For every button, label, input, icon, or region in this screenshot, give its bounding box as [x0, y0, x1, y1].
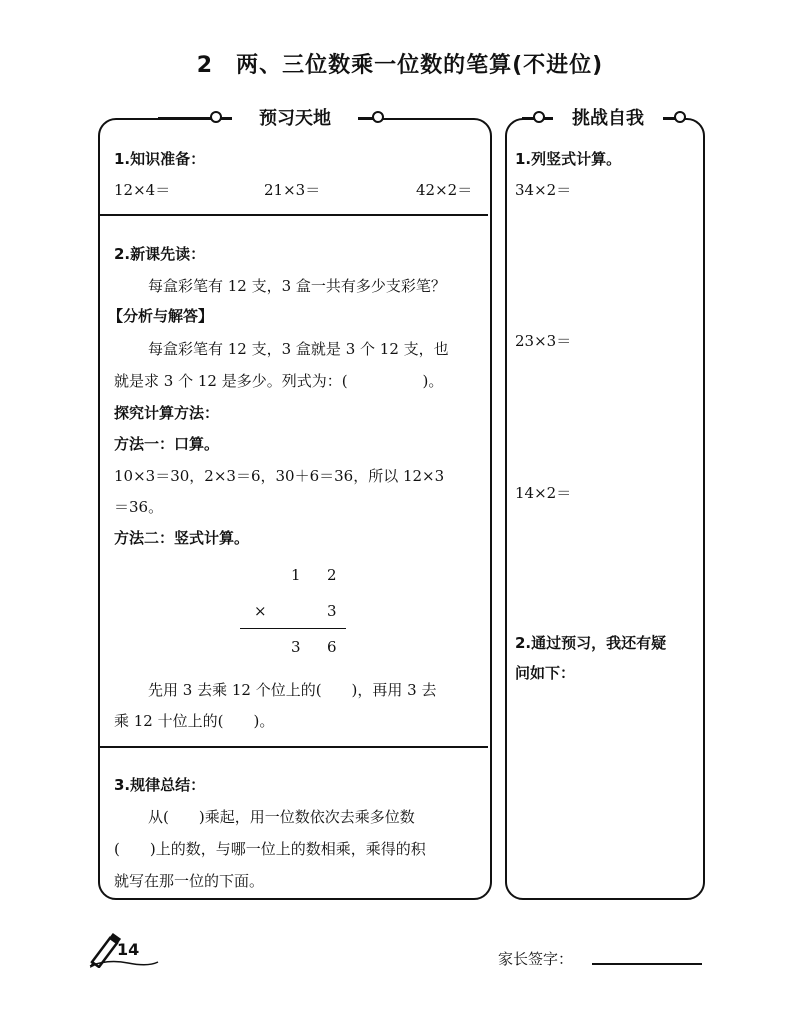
vertical-digit-tens: 1 — [291, 566, 301, 584]
right-section2-line-2: 问如下： — [515, 664, 576, 682]
problem-23x3: 23×3＝ — [515, 332, 572, 350]
right-panel — [505, 118, 705, 900]
divider-2 — [100, 746, 488, 748]
section2-heading: 2.新课先读： — [114, 245, 206, 263]
signature-field[interactable] — [592, 963, 702, 965]
page-title: 2 两、三位数乘一位数的笔算(不进位) — [196, 53, 604, 78]
vertical-result-ones: 6 — [327, 638, 337, 656]
left-header-dot-left — [210, 111, 222, 123]
section1-heading: 1.知识准备： — [114, 150, 206, 168]
right-header-dot-right — [674, 111, 686, 123]
left-header: 预习天地 — [232, 104, 358, 130]
method2-heading: 方法二：竖式计算。 — [114, 529, 250, 547]
analysis-heading: 【分析与解答】 — [108, 307, 214, 325]
vertical-rule — [240, 628, 346, 629]
analysis-line-1: 每盒彩笔有 12 支，3 盒就是 3 个 12 支，也 — [148, 340, 449, 358]
rule-line-3: 就写在那一位的下面。 — [114, 872, 265, 890]
problem-34x2: 34×2＝ — [515, 181, 572, 199]
method1-line-1: 10×3＝30，2×3＝6，30＋6＝36，所以 12×3 — [114, 467, 445, 485]
method1-heading: 方法一：口算。 — [114, 435, 220, 453]
problem-21x3: 21×3＝ — [264, 181, 321, 199]
vertical-operator: × — [254, 602, 267, 620]
section3-heading: 3.规律总结： — [114, 776, 206, 794]
right-section1-heading: 1.列竖式计算。 — [515, 150, 622, 168]
rule-line-2: ( )上的数，与哪一位上的数相乘，乘得的积 — [114, 840, 426, 858]
fill-line-1: 先用 3 去乘 12 个位上的( )，再用 3 去 — [148, 681, 437, 699]
question-text: 每盒彩笔有 12 支，3 盒一共有多少支彩笔？ — [148, 277, 446, 295]
analysis-line-2: 就是求 3 个 12 是多少。列式为：( )。 — [114, 372, 444, 390]
right-section2-line-1: 2.通过预习，我还有疑 — [515, 634, 667, 652]
problem-42x2: 42×2＝ — [416, 181, 473, 199]
right-header-dot-left — [533, 111, 545, 123]
signature-label: 家长签字： — [498, 950, 574, 968]
method1-line-2: ＝36。 — [114, 498, 164, 516]
divider-1 — [100, 214, 488, 216]
page-number: 14 — [117, 940, 140, 959]
vertical-result-tens: 3 — [291, 638, 301, 656]
right-header: 挑战自我 — [553, 104, 663, 130]
problem-12x4: 12×4＝ — [114, 181, 171, 199]
rule-line-1: 从( )乘起，用一位数依次去乘多位数 — [148, 808, 415, 826]
fill-line-2: 乘 12 十位上的( )。 — [114, 712, 275, 730]
explore-heading: 探究计算方法： — [114, 404, 220, 422]
vertical-multiplier: 3 — [327, 602, 337, 620]
problem-14x2: 14×2＝ — [515, 484, 572, 502]
vertical-digit-ones: 2 — [327, 566, 337, 584]
left-header-dot-right — [372, 111, 384, 123]
